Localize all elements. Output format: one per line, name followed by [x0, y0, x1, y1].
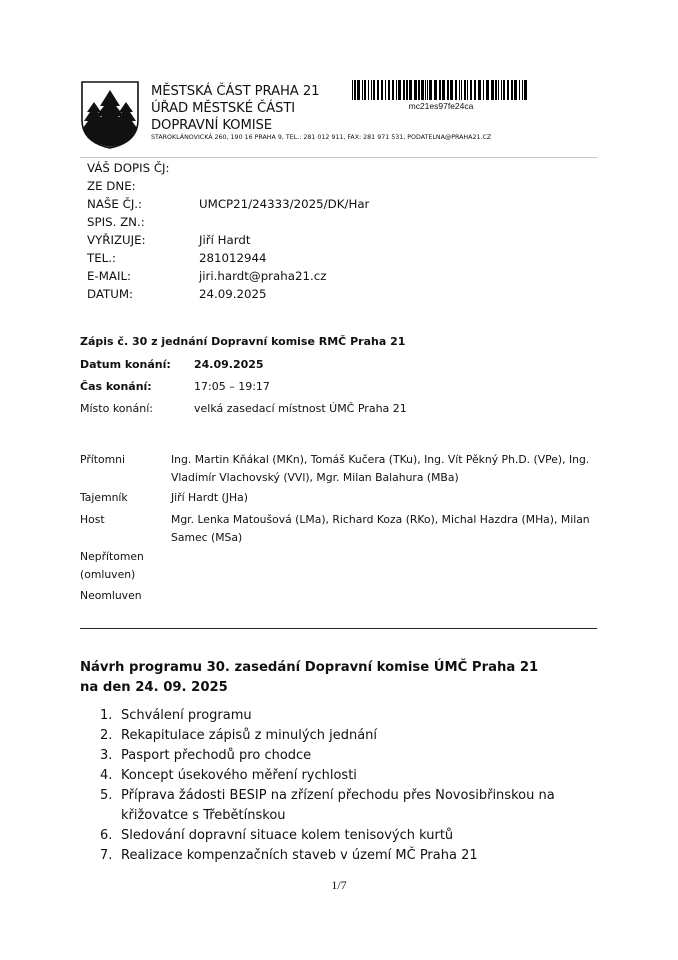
attendance-value-secretary: Jiří Hardt (JHa) — [171, 491, 248, 504]
coat-of-arms-logo — [80, 80, 140, 150]
barcode-bar — [478, 80, 481, 100]
barcode-bar — [434, 80, 437, 100]
meeting-date-value: 24.09.2025 — [194, 358, 264, 371]
barcode-bar — [447, 80, 449, 100]
barcode-bar — [385, 80, 386, 100]
barcode-text: mc21es97fe24ca — [408, 101, 474, 111]
agenda-item-text: Sledování dopravní situace kolem tenisových kurtů — [121, 828, 454, 843]
agenda-item-text: Schválení programu — [121, 708, 252, 723]
barcode-bar — [442, 80, 445, 100]
barcode-bar — [464, 80, 466, 100]
attendance-value-present: Ing. Martin Kňákal (MKn), Tomáš Kučera (TKu), Ing. Vít Pěkný Ph.D. (VPe), Ing. Vladimír Vlachovský (VVl), Mgr. Milan Balahura (MBa) — [171, 453, 590, 484]
attendance-label-unexcused: Neomluven — [80, 589, 142, 602]
meeting-date-label: Datum konání: — [80, 358, 171, 371]
agenda-list — [100, 706, 600, 866]
barcode-bar — [524, 80, 527, 100]
org-address: STAROKLÁNOVICKÁ 260, 190 16 PRAHA 9, TEL.: 281 012 911, FAX: 281 971 531, PODATELNA@PRAHA21.CZ — [151, 134, 492, 141]
meeting-time-label: Čas konání: — [80, 380, 152, 393]
page-number: 1/7 — [331, 878, 347, 892]
barcode-bar — [461, 80, 462, 100]
section-divider — [80, 628, 597, 629]
barcode-bar — [511, 80, 513, 100]
barcode-bar — [501, 80, 502, 100]
org-name-line: MĚSTSKÁ ČÁST PRAHA 21 — [151, 84, 320, 99]
ref-label-email: E-MAIL: — [87, 269, 131, 283]
ref-label-your-letter: VÁŠ DOPIS ČJ: — [87, 161, 170, 175]
barcode-bar — [514, 80, 517, 100]
agenda-item-number: 5. — [100, 788, 113, 803]
barcode-bar — [364, 80, 366, 100]
agenda-item — [100, 846, 600, 866]
ref-value-phone: 281012944 — [199, 251, 267, 265]
agenda-item — [100, 746, 600, 766]
barcode-bar — [396, 80, 397, 100]
barcode-bar — [403, 80, 405, 100]
barcode-bar — [388, 80, 390, 100]
barcode-bar — [414, 80, 417, 100]
barcode — [352, 80, 530, 100]
agenda-item-number: 1. — [100, 708, 113, 723]
program-title — [80, 658, 600, 698]
barcode-bar — [418, 80, 420, 100]
barcode-bar — [507, 80, 509, 100]
barcode-bar — [495, 80, 497, 100]
attendance-value-guest: Mgr. Lenka Matoušová (LMa), Richard Koza (RKo), Michal Hazdra (MHa), Milan Samec (MSa) — [171, 513, 590, 544]
ref-label-handled-by: VYŘIZUJE: — [87, 233, 146, 247]
ref-label-from-date: ZE DNE: — [87, 179, 136, 193]
ref-label-our-ref: NAŠE ČJ.: — [87, 197, 143, 211]
attendance-label-present: Přítomni — [80, 453, 125, 466]
ref-value-date: 24.09.2025 — [199, 287, 267, 301]
barcode-bar — [371, 80, 372, 100]
barcode-bar — [362, 80, 363, 100]
barcode-bar — [398, 80, 401, 100]
ref-value-our-ref: UMCP21/24333/2025/DK/Har — [199, 197, 370, 211]
attendance-label-guest: Host — [80, 513, 105, 526]
barcode-bar — [486, 80, 489, 100]
barcode-bar — [519, 80, 520, 100]
barcode-bar — [421, 80, 424, 100]
ref-label-file-no: SPIS. ZN.: — [87, 215, 145, 229]
agenda-item — [100, 726, 600, 746]
agenda-item — [100, 706, 600, 726]
barcode-bar — [357, 80, 360, 100]
barcode-bar — [439, 80, 441, 100]
meeting-place-label: Místo konání: — [80, 402, 153, 415]
program-title-line1: Návrh programu 30. zasedání Dopravní komise ÚMČ Praha 21 — [80, 660, 539, 675]
barcode-bar — [491, 80, 494, 100]
barcode-bar — [459, 80, 460, 100]
barcode-bar — [373, 80, 375, 100]
agenda-item-number: 2. — [100, 728, 113, 743]
barcode-bar — [455, 80, 457, 100]
agenda-item-text: Rekapitulace zápisů z minulých jednání — [121, 728, 378, 743]
barcode-bar — [522, 80, 523, 100]
barcode-bar — [467, 80, 468, 100]
agenda-item — [100, 766, 600, 786]
minutes-title: Zápis č. 30 z jednání Dopravní komise RMČ Praha 21 — [80, 335, 406, 348]
agenda-item-text: Pasport přechodů pro chodce — [121, 748, 312, 763]
barcode-bar — [368, 80, 369, 100]
agenda-item — [100, 786, 600, 826]
barcode-bar — [425, 80, 426, 100]
barcode-bar — [352, 80, 353, 100]
barcode-bar — [354, 80, 356, 100]
agenda-item-text: Koncept úsekového měření rychlosti — [121, 768, 357, 783]
coat-of-arms-trees-icon — [80, 80, 140, 150]
barcode-bar — [474, 80, 476, 100]
meeting-place-value: velká zasedací místnost ÚMČ Praha 21 — [194, 402, 407, 415]
program-title-line2: na den 24. 09. 2025 — [80, 680, 228, 695]
agenda-item — [100, 826, 600, 846]
barcode-bar — [429, 80, 432, 100]
agenda-item-number: 3. — [100, 748, 113, 763]
agenda-item-number: 6. — [100, 828, 113, 843]
barcode-bars — [352, 80, 530, 100]
ref-label-phone: TEL.: — [87, 251, 116, 265]
attendance-label-secretary: Tajemník — [80, 491, 128, 504]
barcode-bar — [470, 80, 472, 100]
ref-value-email[interactable]: jiri.hardt@praha21.cz — [199, 269, 327, 283]
agenda-item-number: 4. — [100, 768, 113, 783]
attendance-label-excused: Nepřítomen (omluven) — [80, 550, 144, 581]
barcode-bar — [503, 80, 505, 100]
barcode-bar — [498, 80, 499, 100]
meeting-time-value: 17:05 – 19:17 — [194, 380, 270, 393]
header-divider — [80, 157, 597, 158]
barcode-bar — [406, 80, 408, 100]
agenda-item-number: 7. — [100, 848, 113, 863]
ref-label-date: DATUM: — [87, 287, 134, 301]
agenda-item-text: Příprava žádosti BESIP na zřízení přechodu přes Novosibřinskou na křižovatce s Třebětínskou — [121, 788, 555, 823]
barcode-bar — [450, 80, 453, 100]
barcode-bar — [381, 80, 383, 100]
ref-value-handled-by: Jiří Hardt — [199, 233, 251, 247]
barcode-bar — [427, 80, 428, 100]
agenda-item-text: Realizace kompenzačních staveb v území MČ Praha 21 — [121, 848, 478, 863]
barcode-bar — [483, 80, 484, 100]
barcode-bar — [377, 80, 379, 100]
org-department-line: DOPRAVNÍ KOMISE — [151, 118, 273, 133]
barcode-bar — [392, 80, 394, 100]
org-office-line: ÚŘAD MĚSTSKÉ ČÁSTI — [151, 101, 296, 116]
barcode-bar — [409, 80, 412, 100]
